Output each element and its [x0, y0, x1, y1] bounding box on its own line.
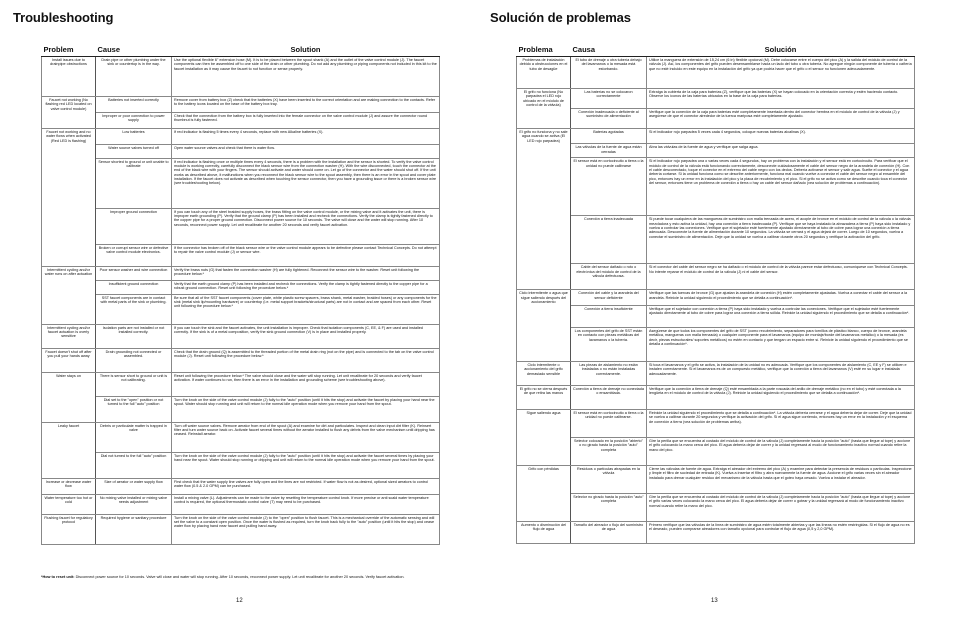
- solution-cell: Verifique que las tuercas de bronce (G) que ajustan la arandela de conexión (H) estén completamente ajustadas. Vuelva a conectar el cable del sensor a la arandela. Reinicie la unidad siguiendo el procedimiento que se detalla a continuación*.: [647, 290, 915, 306]
- problem-cell: [42, 294, 96, 324]
- table-row: [42, 280, 440, 294]
- solution-cell: Primero verifique que las válvulas de la línea de suministro de agua estén totalmente abiertas y que las líneas no estén restringidas. Si el flujo de agua no es el deseado, pueden comprarse aireadores con tamaño opcional para controlar el flujo de agua (0,5 y 2,0 GPM).: [647, 521, 915, 543]
- solution-cell: Gire la perilla que se encuentra al costado del módulo de control de la válvula (J) completamente hacia la posición "auto" (hasta que llegue al tope) y accione el grifo colocando la mano cerca del pico. El agua debería dejar de correr y la unidad regresará al modo de funcionamiento inactivo normal cuando retire la mano del pico.: [647, 437, 915, 465]
- table-row: [42, 452, 440, 478]
- table-row: [517, 128, 915, 144]
- problem-cell: Water temperature too hot or cold: [42, 494, 96, 514]
- problem-cell: El grifo no funciona y no sale agua cuando se activa (El LED rojo parpadea): [517, 128, 571, 144]
- table-row: [42, 294, 440, 324]
- table-row: [517, 108, 915, 128]
- problem-cell: Flushing faucet for regulatory protocol: [42, 514, 96, 544]
- table-row: [42, 97, 440, 113]
- cause-cell: Las válvulas de la fuente de agua están cerradas: [571, 144, 647, 158]
- solution-cell: Turn the knob on the side of the valve control module (J) fully to the "auto" position (until it hits the stop) and activate the faucet by placing your hand near the spout. Water should stop running and unit will return to the normal idle operation mode when you remove your hand from the spout.: [172, 396, 440, 422]
- table-row: [42, 113, 440, 129]
- problem-cell: [42, 280, 96, 294]
- problem-cell: Intermittent cycling and/or faucet actuation is overly sensitive: [42, 324, 96, 348]
- problem-cell: Intermittent cycling and/or water runs on after actuation: [42, 266, 96, 280]
- problem-cell: [42, 452, 96, 478]
- solution-cell: Verify that the earth ground clamp (P) has been installed and recheck the connections. Verify the clamp is tightly fastened directly to the copper pipe for a robust ground connection. Reset unit following the procedure below.*: [172, 280, 440, 294]
- cause-cell: El sensor está en cortocircuito a tierra o la unidad no puede calibrarse.: [571, 409, 647, 437]
- cause-cell: Conexión del cable y la arandela del sensor deficiente: [571, 290, 647, 306]
- cause-cell: Baterías agotadas: [571, 128, 647, 144]
- table-row: [42, 57, 440, 97]
- table-row: [517, 385, 915, 409]
- solution-cell: If red indicator is flashing 5 times every 4 seconds, replace with new Alkaline batteries (X).: [172, 129, 440, 145]
- cause-cell: Low batteries: [96, 129, 172, 145]
- troubleshooting-table: [41, 42, 440, 545]
- problem-cell: Faucet not working and no water flows when activated (Red LED is flashing): [42, 129, 96, 145]
- cause-cell: No mixing valve installed or mixing valve needs adjustment: [96, 494, 172, 514]
- cause-cell: Required hygiene or sanitary procedure: [96, 514, 172, 544]
- problem-cell: [42, 144, 96, 158]
- cause-cell: Conexión a tierra de drenaje no conectada o ensamblada.: [571, 385, 647, 409]
- cause-cell: Dial set to the "open" position or not turned to the full "auto" position: [96, 396, 172, 422]
- solution-cell: Abra las válvulas de la fuente de agua y verifique que salga agua.: [647, 144, 915, 158]
- column-header-solution: Solución: [647, 42, 915, 57]
- page-right: [477, 0, 954, 618]
- table-row: [517, 216, 915, 264]
- solution-cell: Remove cover from battery box (Z) check that the batteries (X) have been inserted to the correct orientation and are making connection to the contacts. Refer to the battery icons located on the base of the battery box tray.: [172, 97, 440, 113]
- solution-cell: Reset unit following the procedure below.* The valve should close and the water will stop running. Let unit recalibrate for 20 seconds and verify faucet activation. If water continues to run, then there is an error in the installation and grounding scheme (see troubleshooting above).: [172, 372, 440, 396]
- cause-cell: Conexión a tierra insuficiente: [571, 305, 647, 327]
- cause-cell: Poor sensor washer and wire connection: [96, 266, 172, 280]
- problem-cell: El grifo no funciona (No parpadea el LED rojo ubicado en el módulo de control de la válvula): [517, 89, 571, 109]
- table-row: [42, 348, 440, 372]
- cause-cell: Drain grounding not connected or assembled.: [96, 348, 172, 372]
- column-header-solution: Solution: [172, 42, 440, 57]
- solution-cell: Verify the brass nuts (G) that fasten the connection washer (H) are fully tightened. Reconnect the sensor wire to the washer. Reset unit following the procedure below.*: [172, 266, 440, 280]
- table-row: [42, 372, 440, 396]
- problem-cell: Water stays on: [42, 372, 96, 396]
- table-row: [42, 422, 440, 452]
- table-row: [42, 158, 440, 208]
- problem-cell: Faucet doesn't shut off after you pull your hands away: [42, 348, 96, 372]
- cause-cell: SST faucet components are in contact with metal parts of the sink or plumbing.: [96, 294, 172, 324]
- column-header-cause: Cause: [96, 42, 172, 57]
- solution-cell: Check that the drain ground (Q) is assembled to the threaded portion of the metal drain ring (not on the pipe) and is connected to the tab on the valve control module (J). Reset unit following the procedure below.*: [172, 348, 440, 372]
- footnote-label: *How to reset unit:: [41, 575, 75, 579]
- cause-cell: El tubo de drenaje u otra tubería debajo del lavamanos o la mesada está estorbando.: [571, 57, 647, 89]
- cause-cell: Water source valves turned off: [96, 144, 172, 158]
- solution-cell: Use the optional flexible 6" extension hose (M). It is to be placed between the spout shank (A) and the outlet of the valve control module (J). The faucet components can then be assembled off to one side of the drain or other plumbing. Do not add any plumbing or piping components not included in this kit to the faucet installation as it may cause the faucet to not function or sense properly.: [172, 57, 440, 97]
- cause-cell: Conexión inadecuada o deficiente al suministro de alimentación: [571, 108, 647, 128]
- cause-cell: Las baterías no se colocaron correctamente: [571, 89, 647, 109]
- problem-cell: Aumento o disminución del flujo de agua: [517, 521, 571, 543]
- cause-cell: Insufficient ground connection: [96, 280, 172, 294]
- problem-cell: [517, 216, 571, 264]
- cause-cell: Sensor shorted to ground or unit unable to calibrate: [96, 158, 172, 208]
- solution-cell: If you can touch any of the steel braided supply hoses, the brass fitting on the valve control module, or the mixing valve and it activates the unit, there is improper earth grounding (P). Verify that the ground clamp (P) has been installed and recheck the connections. Verify the clamp is tightly fastened directly to the copper pipe for a proper ground connection. Disconnect power source for 10 seconds. The valve will close and the water will stop running. After 10 seconds, reconnect power supply. Let unit recalibrate for another 20 seconds and verify faucet activation.: [172, 208, 440, 244]
- problem-cell: Ciclo intermitente o agua que sigue saliendo después del accionamiento: [517, 290, 571, 306]
- cause-cell: Dial not turned to the full "auto" position: [96, 452, 172, 478]
- problem-cell: Install issues due to drainpipe obstructions: [42, 57, 96, 97]
- cause-cell: Selector colocado en la posición "abierto" o no girado hasta la posición "auto" completa: [571, 437, 647, 465]
- problem-cell: [517, 264, 571, 290]
- problem-cell: [517, 493, 571, 521]
- column-header-problem: Problem: [42, 42, 96, 57]
- solution-cell: First check that the water supply line valves are fully open and the lines are not restricted. If water flow is not as desired, optional sized aerators to control water flow (0.5 & 2.0 GPM) can be purchased.: [172, 478, 440, 494]
- problem-cell: Problemas de instalación debido a obstrucciones en el tubo de desagüe: [517, 57, 571, 89]
- cause-cell: Debris or particulate matter is trapped in valve: [96, 422, 172, 452]
- table-row: [517, 361, 915, 385]
- solution-cell: Utilice la manguera de extensión de 15,24 cm (6 in) flexible opcional (M). Debe colocarse entre el cuerpo del pico (A) y la salida del módulo de control de la válvula (J). Así, los componentes del grifo pueden desensamblarse hacia un lado del tubo u otra tubería. No agregue ningún componente de tubería o cañería que no esté incluido en este equipo en la instalación del grifo ya que podría hacer que el grifo o el sensor no funcionen adecuadamente.: [647, 57, 915, 89]
- cause-cell: Cable del sensor dañado o roto o electrónica del módulo de control de la válvula defectuosa.: [571, 264, 647, 290]
- solution-cell: Open water source valves and check that there is water flow.: [172, 144, 440, 158]
- table-row: [517, 144, 915, 158]
- solution-cell: Extraiga la cubierta de la caja para baterías (Z), verifique que las baterías (X) se hayan colocado en la orientación correcta y estén haciendo contacto. Observe los íconos de las baterías ubicados en la base de la caja para baterías.: [647, 89, 915, 109]
- table-row: [517, 89, 915, 109]
- solution-cell: Si toca el lavamanos y el grifo se activa, la instalación de la unidad no es adecuada. Verifique que los componentes de aislamiento (C, EE y F) se utilicen e instalen correctamente. Si el lavamanos es de un compuesto metálico, verifique que la conexión a tierra del lavamanos (V) esté en su lugar e instalada adecuadamente.: [647, 361, 915, 385]
- problem-cell: El grifo no se cierra después de que retira las manos: [517, 385, 571, 409]
- problem-cell: [42, 396, 96, 422]
- cause-cell: Size of aerator or water supply flow: [96, 478, 172, 494]
- table-body: [517, 57, 915, 544]
- cause-cell: Los componentes del grifo de SST están en contacto con piezas metálicas del lavamanos o la tubería.: [571, 327, 647, 361]
- table-row: [517, 290, 915, 306]
- page-title: Troubleshooting: [13, 10, 114, 25]
- solution-cell: Turn off water source valves. Remove aerator from end of the spout (A) and examine for dirt and particulates. Inspect and clean input dirt filter (K). Reinsert filter and turn water source back on. Activate faucet several times without the aerator installed to flush any debris from the valve mechanism until dripping has ceased. Reinstall aerator.: [172, 422, 440, 452]
- table-row: [42, 478, 440, 494]
- column-header-problem: Problema: [517, 42, 571, 57]
- page-number: 12: [236, 598, 243, 604]
- table-row: [42, 266, 440, 280]
- table-row: [517, 57, 915, 89]
- table-row: [42, 144, 440, 158]
- cause-cell: Residuos o partículas atrapadas en la válvula: [571, 465, 647, 493]
- table-row: [517, 158, 915, 216]
- table-row: [42, 494, 440, 514]
- problem-cell: Faucet not working (No flashing red LED located on valve control module): [42, 97, 96, 113]
- problem-cell: [42, 158, 96, 208]
- table-row: [517, 521, 915, 543]
- cause-cell: Selector no girado hasta la posición "auto" completa: [571, 493, 647, 521]
- table-body: [42, 57, 440, 545]
- table-row: [517, 493, 915, 521]
- problem-cell: Increase or decrease water flow: [42, 478, 96, 494]
- problem-cell: [517, 108, 571, 128]
- solution-cell: Si el conector del cable del sensor negro se ha dañado o el módulo de control de la válvula parece estar defectuoso, comuníquese con Technical Concepts. No intente reparar el módulo de control de la válvula (J) ni el cable del sensor.: [647, 264, 915, 290]
- problem-cell: [42, 113, 96, 129]
- solution-cell: Reinicie la unidad siguiendo el procedimiento que se detalla a continuación*. La válvula debería cerrarse y el agua debería dejar de correr. Deje que la unidad se vuelva a calibrar durante 20 segundos y verifique la activación del grifo. Si el agua sigue corriendo, entonces hay un error en la instalación y el esquema de conexión a tierra (vea solución de problemas arriba).: [647, 409, 915, 437]
- cause-cell: Improper or poor connection to power supply: [96, 113, 172, 129]
- table-row: [42, 208, 440, 244]
- table-row: [517, 264, 915, 290]
- problem-cell: Ciclo intermitente o accionamiento del grifo demasiado sensible: [517, 361, 571, 385]
- table-row: [42, 324, 440, 348]
- table-row: [42, 244, 440, 266]
- solution-cell: Si el indicador rojo parpadea 5 veces cada 4 segundos, coloque nuevas baterías alcalinas (X).: [647, 128, 915, 144]
- problem-cell: [517, 144, 571, 158]
- solution-cell: Verifique que el sujetador con conexión a tierra (P) haya sido instalado y vuelva a controlar las conexiones. Verifique que el sujetador esté fuertemente ajustado directamente al tubo de cobre para lograr una conexión a tierra sólida. Reinicie la unidad siguiendo el procedimiento que se detalla a continuación*.: [647, 305, 915, 327]
- solution-cell: Turn the knob on the side of the valve control module (J) fully to the "auto" position (until it hits the stop) and activate the faucet several times by placing your hand near the spout. Water should stop running or dripping and unit will return to the normal idle operation mode when you remove your hand from the spout.: [172, 452, 440, 478]
- problem-cell: Grifo con pérdidas: [517, 465, 571, 493]
- cause-cell: Isolation parts are not installed or not installed correctly.: [96, 324, 172, 348]
- table-row: [517, 465, 915, 493]
- problem-cell: [517, 158, 571, 216]
- solution-cell: Cierre las válvulas de fuente de agua. Extraiga el aireador del extremo del pico (A) y examine para detectar la presencia de residuos o partículas. Inspeccione y limpie el filtro de suciedad de entrada (K). Vuelva a insertar el filtro y abra nuevamente la fuente de agua. Accione el grifo varias veces sin el aireador instalado para drenar cualquier residuo del mecanismo de la válvula hasta que el goteo haya cesado. Vuelva a instalar el aireador.: [647, 465, 915, 493]
- table-row: [42, 514, 440, 544]
- troubleshooting-table: [516, 42, 915, 544]
- problem-cell: [517, 327, 571, 361]
- solution-cell: If red indicator is flashing once or multiple times every 4 seconds, there is a problem with the installation and the sensor is shorted. To verify the valve control module is working correctly, carefully disconnect the black sensor wire from the connection washer (H). With the wire disconnected, touch the connector at the end of the black wire with your fingers. The sensor should activate and water should come on. Let go of the connector and the water should shut off. If the unit works as described above, it malfunctions when you reconnect the black sensor wire to the spout assembly, then there is an error in the spout and cover plate installation. If the faucet does not activate as described when touching the sensor connector, then you have a grounding issue or there is a broken sensor wire (see troubleshooting below).: [172, 158, 440, 208]
- page-title: Solución de problemas: [490, 10, 631, 25]
- problem-cell: [517, 305, 571, 327]
- solution-cell: Check that the connection from the battery box is fully inserted into the female connector on the valve control module (J) and assure the connector round thumbnut is fully fastened.: [172, 113, 440, 129]
- table-row: [42, 129, 440, 145]
- solution-cell: Be sure that all of the SST faucet components (cover plate, white plastic screw spacers, brass shank, metal washer, braided hoses) or any components for the sink (metal sink lip/mounting hardware) or countertop (i.e. metal support brackets/structural parts) are not in contact and are spaced from each other. Reset unit following the procedure below.*: [172, 294, 440, 324]
- solution-cell: If the connector has broken off of the black sensor wire or the valve control module appears to be defective please contact Technical Concepts. Do not attempt to repair the valve control module (J) or sensor wire.: [172, 244, 440, 266]
- table-row: [517, 409, 915, 437]
- solution-cell: Gire la perilla que se encuentra al costado del módulo de control de la válvula (J) completamente hacia la posición "auto" (hasta que llegue al tope) y accione el grifo varias veces colocando la mano cerca del pico. El agua debería dejar de correr o gotear y la unidad regresará al modo de funcionamiento inactivo normal cuando retire la mano del pico.: [647, 493, 915, 521]
- solution-cell: Asegúrese de que todos los componentes del grifo de SST (como recubrimiento, separadores para tornillos de plástico blanco, cuerpo de bronce, arandela metálica, mangueras con malla trenzada) o cualquier componente para el lavamanos (equipo de montaje/borde del lavamanos metálico) o la mesada (es decir, piezas estructurales/ soportes metálicos) no estén en contacto y que tengan un espacio entre sí. Reinicie la unidad siguiendo el procedimiento que se detalla a continuación*.: [647, 327, 915, 361]
- cause-cell: Conexión a tierra inadecuada: [571, 216, 647, 264]
- cause-cell: Broken or corrupt sensor wire or defective valve control module electronics.: [96, 244, 172, 266]
- solution-cell: Verifique que la conexión a tierra de drenaje (Q) esté ensamblada a la parte roscada del anillo de drenaje metálico (no en el tubo) y esté conectada a la lengüeta en el módulo de control de la válvula (J). Reinicie la unidad siguiendo el procedimiento que se detalla a continuación*.: [647, 385, 915, 409]
- reset-footnote: [41, 575, 439, 580]
- solution-cell: Install a mixing valve (L). Adjustments can be made to the valve by resetting the temperature control knob. If more precise or anti scald water temperature control is required, the optional thermostatic control valve (T) may need to be purchased.: [172, 494, 440, 514]
- problem-cell: [517, 437, 571, 465]
- problem-cell: [42, 244, 96, 266]
- cause-cell: Drain pipe or other plumbing under the sink or countertop is in the way.: [96, 57, 172, 97]
- table-row: [517, 437, 915, 465]
- problem-cell: Sigue saliendo agua: [517, 409, 571, 437]
- solution-cell: Verifique que la conexión de la caja para baterías esté completamente insertada dentro del conector hembra en el módulo de control de la válvula (J) y asegúrese de que el conector alrededor de la tuerca mariposa esté completamente ajustado.: [647, 108, 915, 128]
- solution-cell: Si puede tocar cualquiera de las mangueras de suministro con malla trenzada de acero, el acople de bronce en el módulo de control de la válvula o la válvula mezcladora y esto activa la unidad, hay una conexión a tierra inadecuada (P). Verifique que se haya instalado la abrazadera a tierra (P) haya sido instalado y vuelva a controlar las conexiones. Verifique que el sujetador esté fuertemente ajustado directamente al tubo de cobre para lograr una conexión a tierra adecuada. Desconecte la fuente de alimentación durante 10 segundos. La válvula se cerrará y el agua dejará de correr. Luego de 10 segundos, vuelva a conectar el suministro de alimentación. Deje que la unidad se vuelva a calibrar durante otros 20 segundos y verifique la activación del grifo.: [647, 216, 915, 264]
- cause-cell: El sensor está en cortocircuito a tierra o la unidad no puede calibrarse: [571, 158, 647, 216]
- solution-cell: Si el indicador rojo parpadea una o varias veces cada 4 segundos, hay un problema con la instalación y el sensor está en cortocircuito. Para verificar que el módulo de control de la válvula está funcionando correctamente, desconecte cuidadosamente el cable del sensor negro de la arandela de conexión (H). Con el cable desconectado, toque el conector en el extremo del cable negro con los dedos. Debería activarse el sensor y salir agua. Suelte el conector y el agua debería cortarse. Si la unidad funciona como se describe anteriormente, funciona mal cuando vuelve a conectar el cable del sensor negro al ensamble del pico, entonces hay un error en la instalación del pico y la placa de recubrimiento y el pico. Si el grifo no se activa como se describe cuando toca el conector del sensor, entonces tiene un problema de conexión a tierra o hay un cable del sensor dañado (vea solución de problemas a continuación).: [647, 158, 915, 216]
- table-row: [517, 305, 915, 327]
- cause-cell: There is sensor short to ground or unit is not calibrating.: [96, 372, 172, 396]
- solution-cell: Turn the knob on the side of the valve control module (J) to the "open" position to flush faucet. This is a mechanical override of the automatic sensing and will set the valve to a constant open position. Once the water is flushed as required, turn the knob back fully to the "auto" position (until it hits the stop) and cease water flow by placing hand near faucet and pulling hand away.: [172, 514, 440, 544]
- cause-cell: Batteries not inserted correctly: [96, 97, 172, 113]
- solution-cell: If you can touch the sink and the faucet activates, the unit installation is improper. Check that isolation components (C, EE, & F) are used and installed correctly. If the sink is of a metal composition, verify the sink ground connection (V) is in place and installed properly.: [172, 324, 440, 348]
- footnote-text: Disconnect power source for 10 seconds. Valve will close and water will stop running. After 10 seconds, reconnect power supply. Let unit recalibrate for another 20 seconds. Verify faucet activation.: [74, 575, 405, 579]
- problem-cell: Leaky faucet: [42, 422, 96, 452]
- page-number: 13: [711, 598, 718, 604]
- cause-cell: Improper ground connection: [96, 208, 172, 244]
- column-header-cause: Causa: [571, 42, 647, 57]
- table-row: [42, 396, 440, 422]
- cause-cell: Las piezas de aislamiento no están instaladas o no están instaladas correctamente.: [571, 361, 647, 385]
- problem-cell: [42, 208, 96, 244]
- cause-cell: Tamaño del aireador o flujo del suministro de agua: [571, 521, 647, 543]
- table-row: [517, 327, 915, 361]
